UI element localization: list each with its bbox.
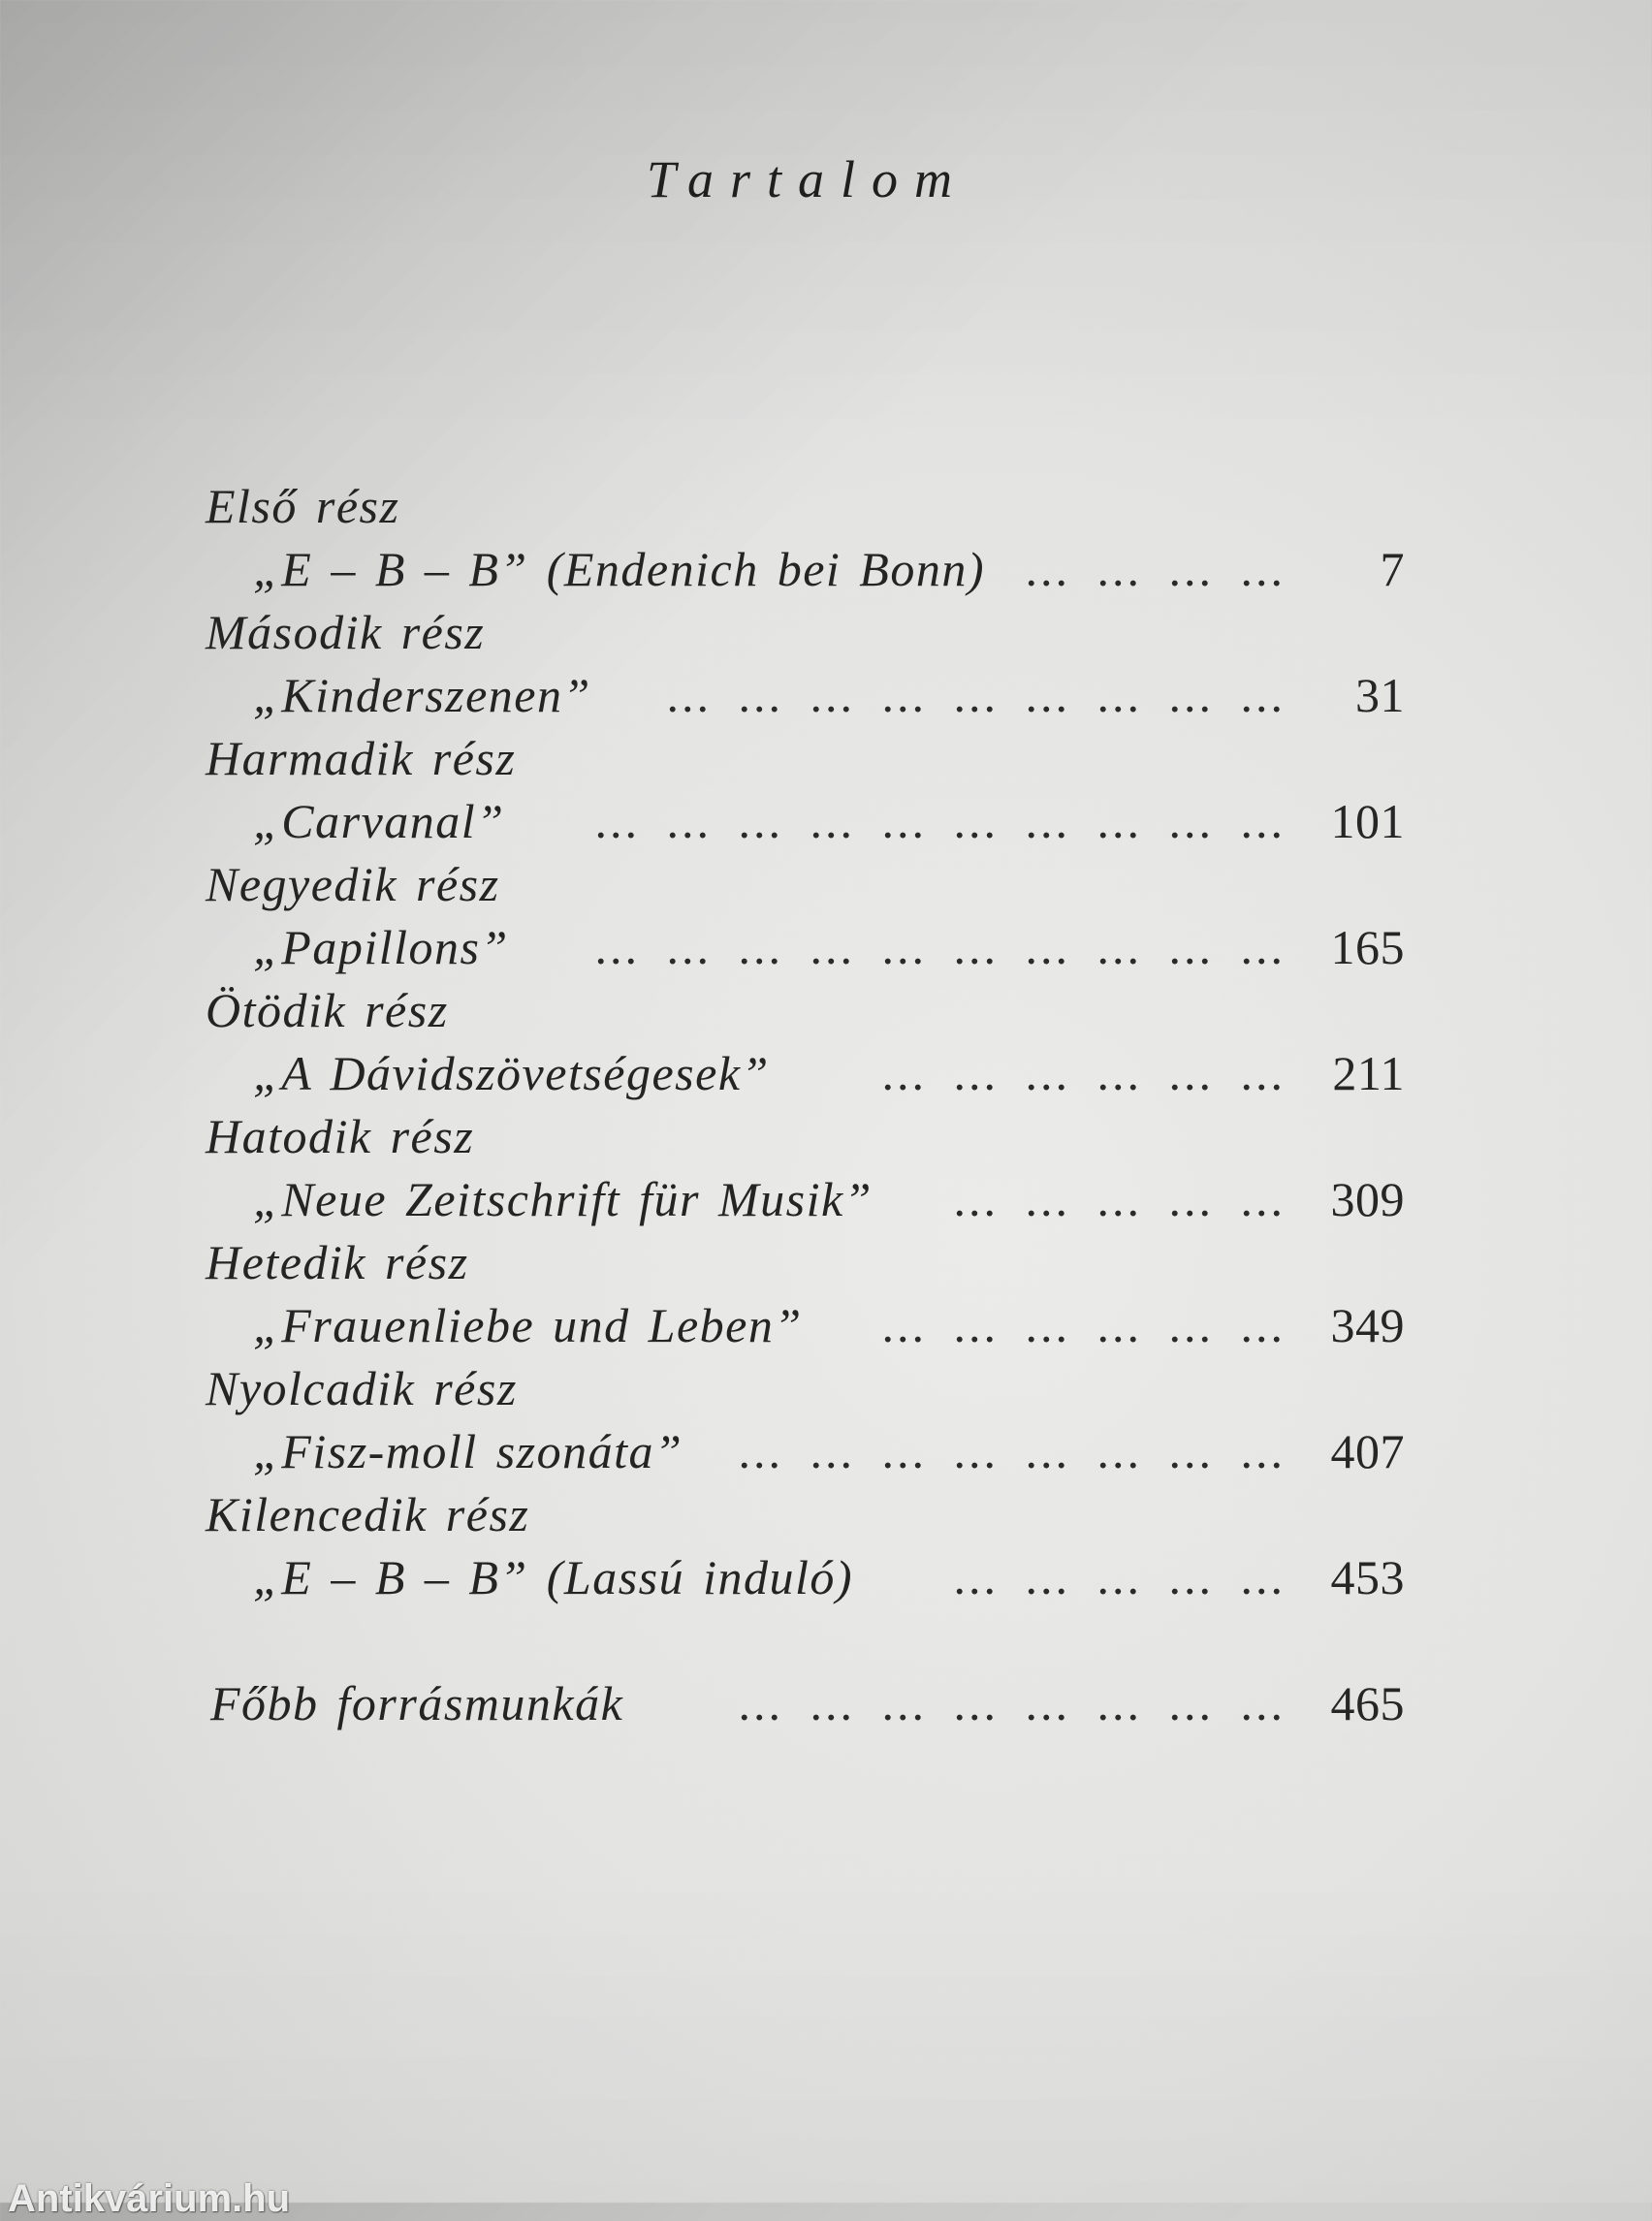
part-heading: Ötödik rész (206, 983, 449, 1037)
page-number: 101 (1330, 794, 1405, 848)
entry-title: „Frauenliebe und Leben” (253, 1298, 803, 1352)
dot-leader: ... ... ... ... ... ... ... ... ... ... (594, 794, 1286, 848)
dot-leader: ... ... ... ... ... ... (881, 1298, 1286, 1352)
part-heading: Második rész (206, 605, 486, 659)
entry-title: „Neue Zeitschrift für Musik” (253, 1172, 873, 1226)
toc-part (206, 601, 1405, 727)
part-heading: Hatodik rész (206, 1109, 475, 1163)
dot-leader: ... ... ... ... ... ... ... ... (738, 1676, 1286, 1730)
table-of-contents (206, 475, 1405, 1735)
part-heading: Kilencedik rész (206, 1487, 530, 1541)
toc-entry (206, 1546, 1405, 1609)
part-heading: Negyedik rész (206, 857, 500, 911)
toc-part (206, 1231, 1405, 1357)
dot-leader: ... ... ... ... (1025, 542, 1286, 596)
dot-leader: ... ... ... ... ... ... ... ... ... ... (594, 920, 1286, 974)
toc-entry (206, 538, 1405, 601)
entry-title: Főbb forrásmunkák (210, 1676, 624, 1730)
part-heading: Hetedik rész (206, 1235, 469, 1289)
page-number: 7 (1380, 542, 1405, 596)
toc-entry (206, 1168, 1405, 1231)
toc-part (206, 1483, 1405, 1609)
toc-part (206, 727, 1405, 853)
dot-leader: ... ... ... ... ... (953, 1550, 1286, 1604)
toc-part (206, 979, 1405, 1105)
page-title: Tartalom (646, 150, 969, 208)
toc-part (206, 475, 1405, 601)
dot-leader: ... ... ... ... ... ... (881, 1046, 1286, 1100)
toc-entry (206, 664, 1405, 727)
page-number: 31 (1355, 668, 1405, 722)
watermark: Antikvárium.hu (8, 2177, 291, 2220)
page-number: 165 (1330, 920, 1405, 974)
toc-entry-sources (206, 1672, 1405, 1735)
toc-part (206, 1105, 1405, 1231)
entry-title: „E – B – B” (Endenich bei Bonn) (253, 542, 985, 596)
dot-leader: ... ... ... ... ... (953, 1172, 1286, 1226)
toc-entry (206, 790, 1405, 853)
page-number: 309 (1330, 1172, 1405, 1226)
toc-part (206, 853, 1405, 979)
entry-title: „Carvanal” (253, 794, 505, 848)
dot-leader: ... ... ... ... ... ... ... ... (738, 1424, 1286, 1478)
page-number: 349 (1330, 1298, 1405, 1352)
toc-entry (206, 1294, 1405, 1357)
toc-entry (206, 1420, 1405, 1483)
page-number: 465 (1330, 1676, 1405, 1730)
page-number: 211 (1332, 1046, 1405, 1100)
part-heading: Nyolcadik rész (206, 1361, 518, 1415)
entry-title: „Kinderszenen” (253, 668, 591, 722)
entry-title: „Fisz-moll szonáta” (253, 1424, 683, 1478)
dot-leader: ... ... ... ... ... ... ... ... ... (666, 668, 1286, 722)
entry-title: „E – B – B” (Lassú induló) (253, 1550, 854, 1604)
toc-entry (206, 916, 1405, 979)
toc-entry (206, 1042, 1405, 1105)
part-heading: Harmadik rész (206, 731, 517, 785)
toc-part (206, 1357, 1405, 1483)
page-number: 453 (1330, 1550, 1405, 1604)
page-number: 407 (1330, 1424, 1405, 1478)
part-heading: Első rész (206, 479, 400, 533)
entry-title: „Papillons” (253, 920, 509, 974)
entry-title: „A Dávidszövetségesek” (253, 1046, 770, 1100)
